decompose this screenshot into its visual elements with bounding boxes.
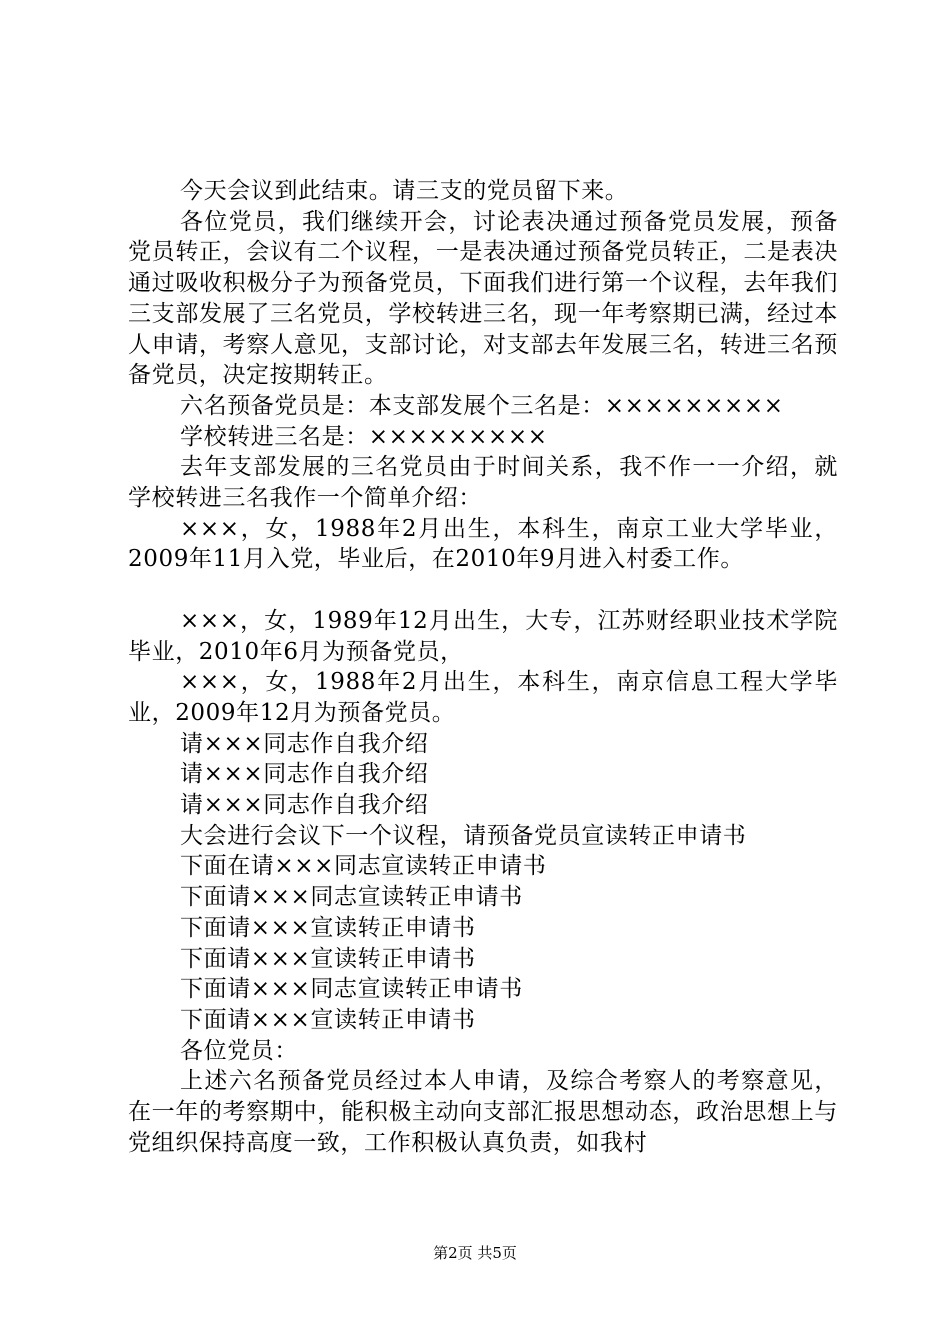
- paragraph-self-intro-1: 请×××同志作自我介绍: [180, 730, 429, 757]
- paragraph-member-2: ×××，女，1989年12月出生，大专，江苏财经职业技术学院毕业，2010年6月为预备党员，: [128, 607, 838, 665]
- paragraph-six-members: 六名预备党员是：本支部发展个三名是：×××××××××: [180, 392, 784, 419]
- paragraph-next-agenda: 大会进行会议下一个议程，请预备党员宣读转正申请书: [180, 822, 747, 849]
- paragraph-school-transfers: 学校转进三名是：×××××××××: [180, 423, 548, 450]
- page-footer: 第2页 共5页: [433, 1244, 517, 1262]
- paragraph-agenda: 各位党员，我们继续开会，讨论表决通过预备党员发展，预备党员转正，会议有二个议程，一是表决通过预备党员转正，二是表决通过吸收积极分子为预备党员，下面我们进行第一个议程，去年我们三支部发展了三名党员，学校转进三名，现一年考察期已满，经过本人申请，考察人意见，支部讨论，对支部去年发展三名，转进三名预备党员，决定按期转正。: [128, 208, 838, 389]
- paragraph-read-3: 下面请×××宣读转正申请书: [180, 914, 476, 941]
- paragraph-member-1: ×××，女，1988年2月出生，本科生，南京工业大学毕业，2009年11月入党，毕业后，在2010年9月进入村委工作。: [128, 515, 838, 573]
- paragraph-read-6: 下面请×××宣读转正申请书: [180, 1006, 476, 1033]
- paragraph-read-2: 下面请×××同志宣读转正申请书: [180, 884, 523, 911]
- paragraph-summary: 上述六名预备党员经过本人申请，及综合考察人的考察意见，在一年的考察期中，能积极主动向支部汇报思想动态，政治思想上与党组织保持高度一致，工作积极认真负责，如我村: [128, 1068, 838, 1156]
- paragraph-self-intro-2: 请×××同志作自我介绍: [180, 761, 429, 788]
- paragraph-read-4: 下面请×××宣读转正申请书: [180, 945, 476, 972]
- paragraph-intro-note: 去年支部发展的三名党员由于时间关系，我不作一一介绍，就学校转进三名我作一个简单介绍：: [128, 454, 838, 512]
- paragraph-read-5: 下面请×××同志宣读转正申请书: [180, 976, 523, 1003]
- document-body: [128, 176, 838, 1158]
- paragraph-member-3: ×××，女，1988年2月出生，本科生，南京信息工程大学毕业，2009年12月为预备党员。: [128, 669, 838, 726]
- paragraph-self-intro-3: 请×××同志作自我介绍: [180, 792, 429, 819]
- paragraph-meeting-end: 今天会议到此结束。请三支的党员留下来。: [180, 178, 629, 204]
- blank-line: [128, 575, 838, 606]
- paragraph-read-1: 下面在请×××同志宣读转正申请书: [180, 853, 547, 880]
- paragraph-salutation: 各位党员：: [180, 1037, 298, 1064]
